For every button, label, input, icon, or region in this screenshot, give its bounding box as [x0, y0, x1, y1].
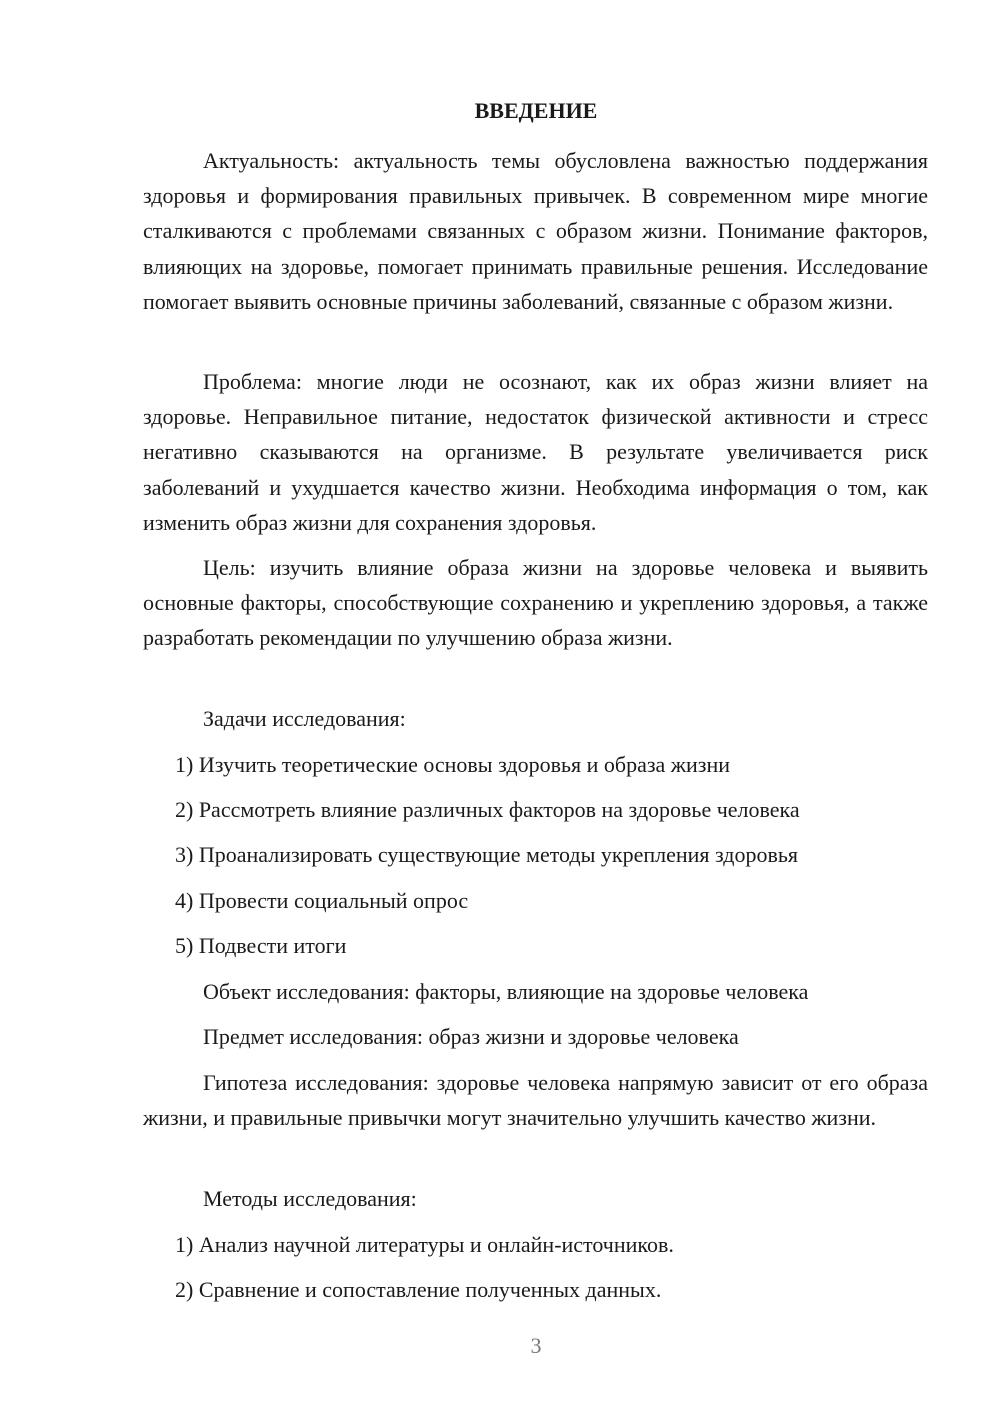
hypothesis-paragraph: Гипотеза исследования: здоровье человека напрямую зависит от его образа жизни, и правильные привычки могут значительно улучшить качество жизни. — [143, 1070, 928, 1131]
problem-paragraph: Проблема: многие люди не осознают, как их образ жизни влияет на здоровье. Неправильное питание, недостаток физической активности и стресс негативно сказываются на организме. В результате увеличивается риск заболеваний и ухудшается качество жизни. Необходима информация о том, как изменить образ жизни для сохранения здоровья. — [143, 369, 928, 535]
task-item: 5) Подвести итоги — [175, 933, 347, 958]
goal-paragraph: Цель: изучить влияние образа жизни на здоровье человека и выявить основные факторы, способствующие сохранению и укреплению здоровья, а также разработать рекомендации по улучшению образа жизни. — [143, 555, 928, 651]
task-item: 3) Проанализировать существующие методы укрепления здоровья — [175, 842, 799, 867]
methods-heading: Методы исследования: — [203, 1186, 417, 1211]
method-item: 1) Анализ научной литературы и онлайн-источников. — [175, 1232, 674, 1257]
object-line: Объект исследования: факторы, влияющие на здоровье человека — [203, 979, 809, 1004]
page-title: ВВЕДЕНИЕ — [474, 98, 598, 123]
relevance-paragraph: Актуальность: актуальность темы обусловлена важностью поддержания здоровья и формирования правильных привычек. В современном мире многие сталкиваются с проблемами связанных с образом жизни. Понимание факторов, влияющих на здоровье, помогает принимать правильные решения. Исследование помогает выявить основные причины заболеваний, связанные с образом жизни. — [143, 148, 928, 314]
page-number: 3 — [530, 1333, 542, 1358]
subject-line: Предмет исследования: образ жизни и здоровье человека — [203, 1024, 739, 1049]
task-item: 4) Провести социальный опрос — [175, 888, 469, 913]
tasks-heading: Задачи исследования: — [203, 706, 406, 731]
task-item: 2) Рассмотреть влияние различных факторов на здоровье человека — [175, 797, 800, 822]
task-item: 1) Изучить теоретические основы здоровья и образа жизни — [175, 752, 731, 777]
method-item: 2) Сравнение и сопоставление полученных данных. — [175, 1277, 662, 1302]
